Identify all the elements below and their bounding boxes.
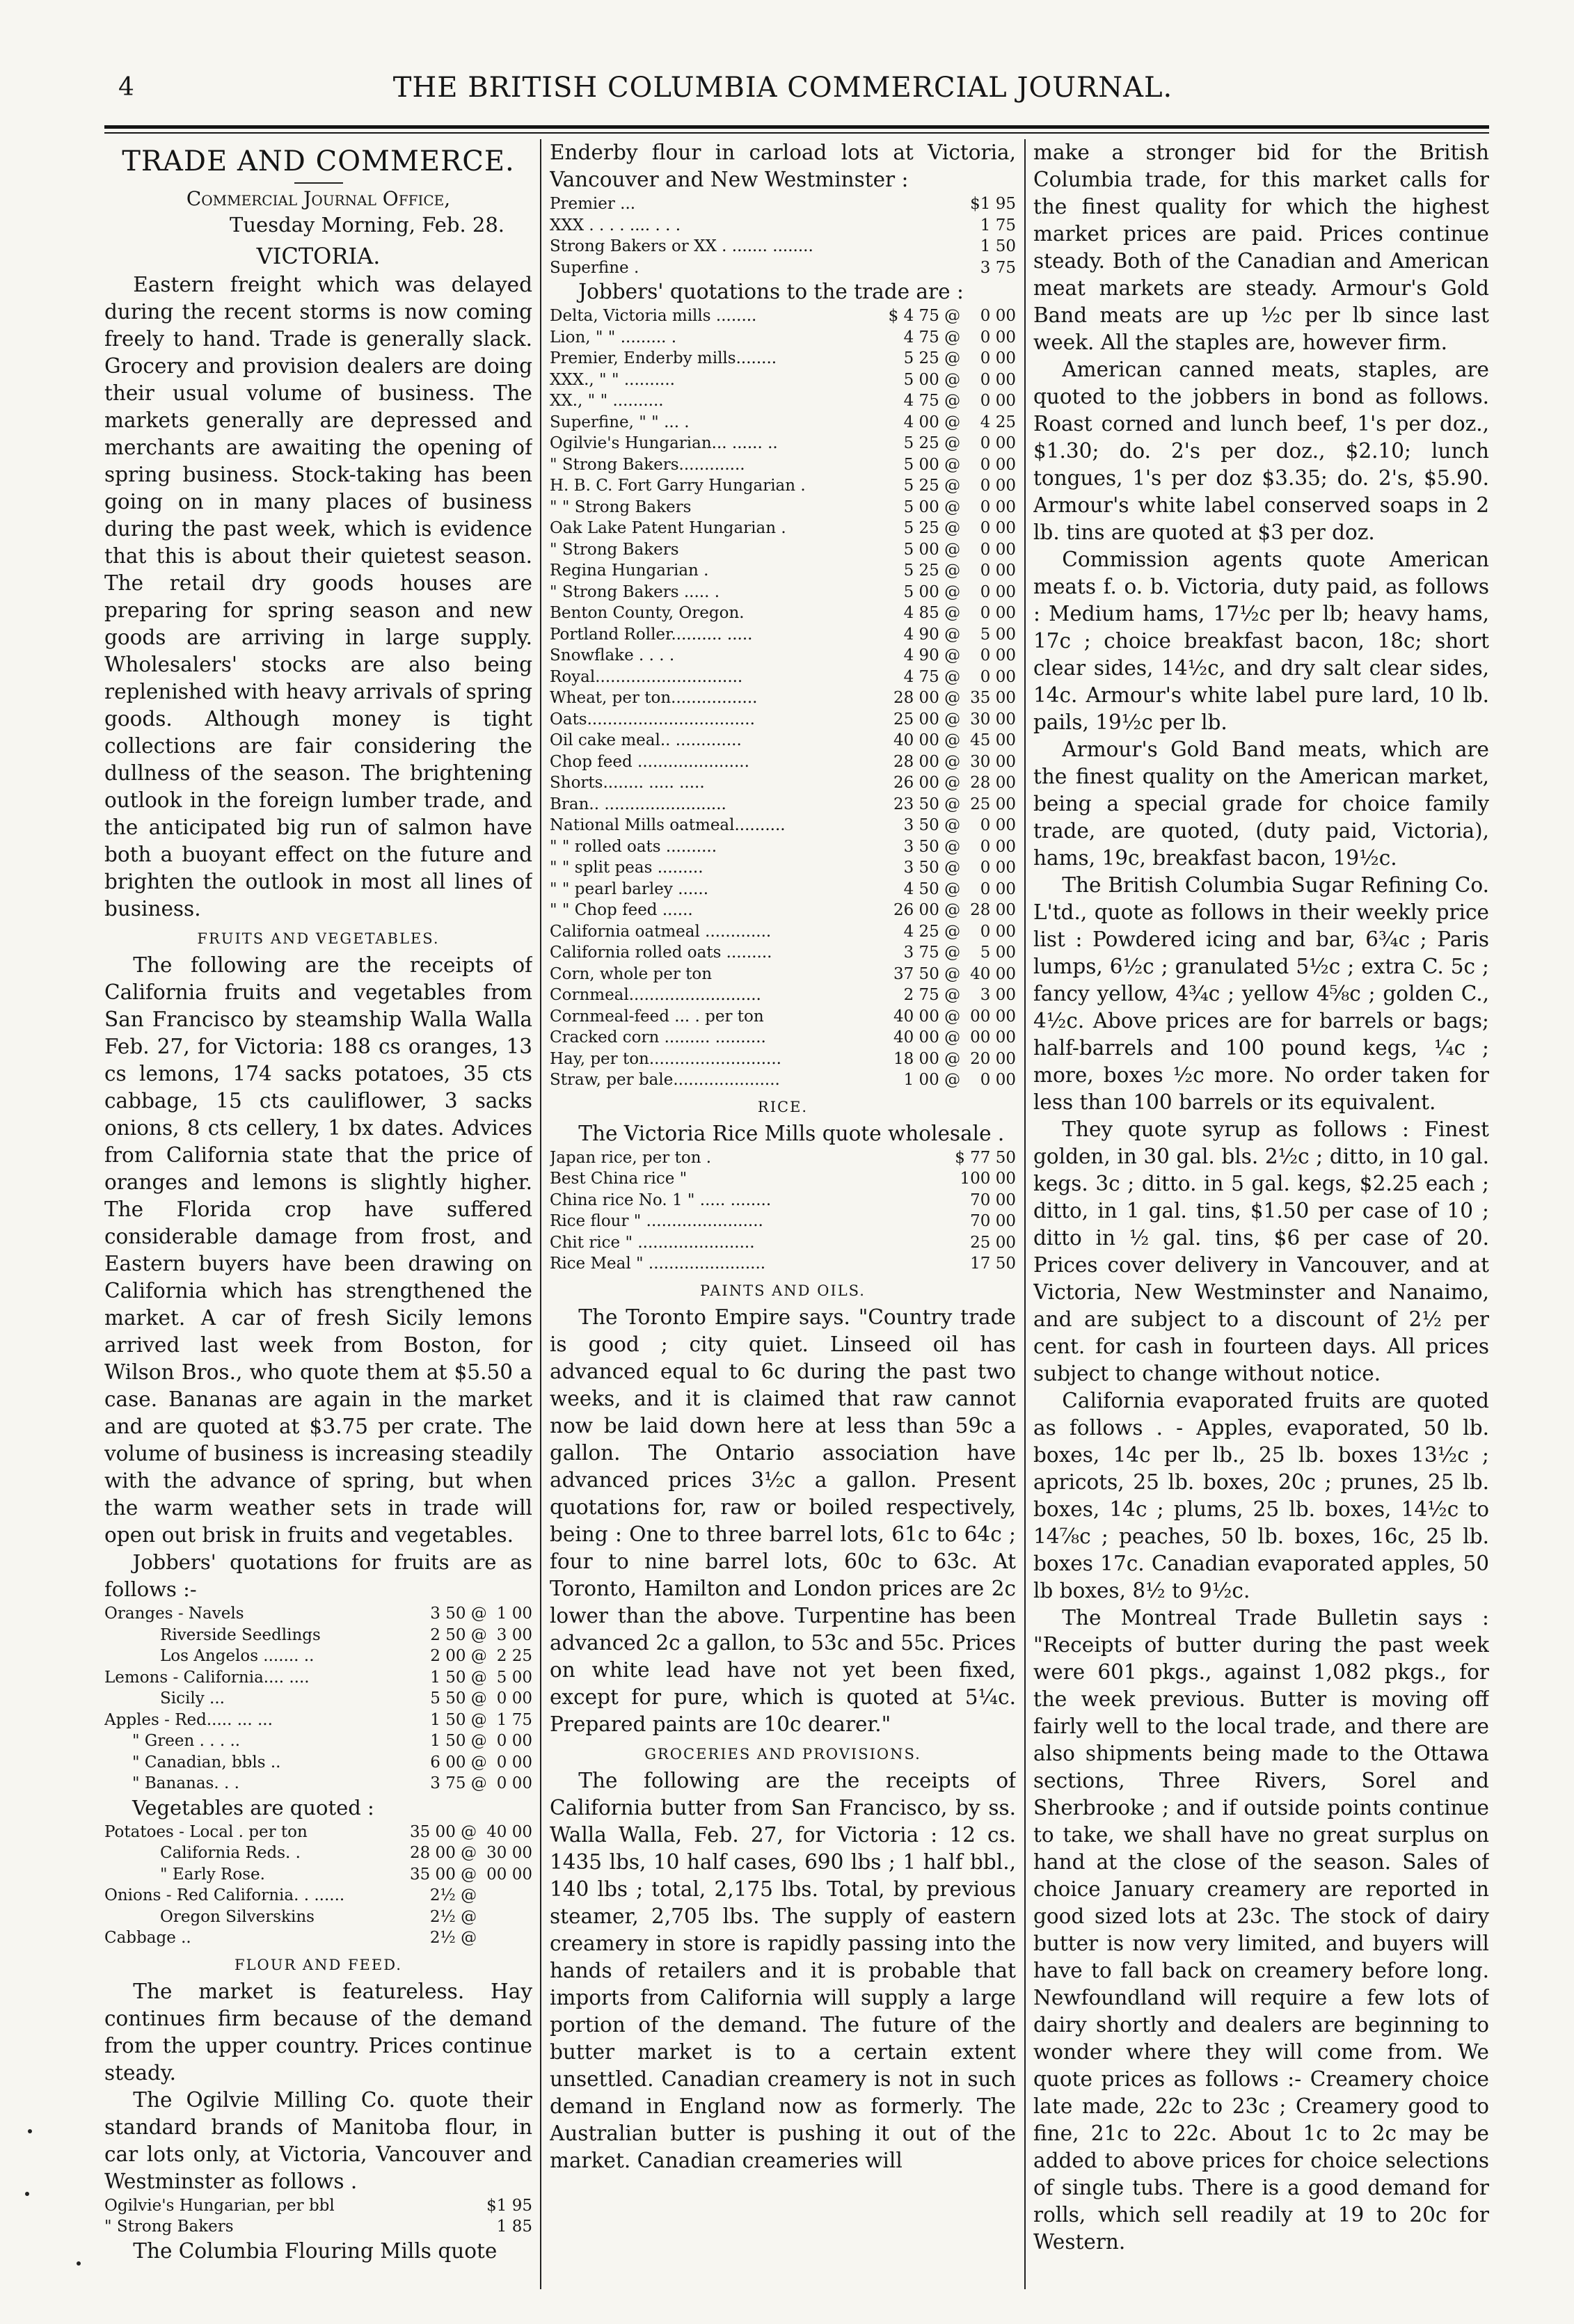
article-paragraph: make a stronger bid for the British Columbia trade, for this market calls for the finest quality for which the highest market prices are paid. Prices continue steady. Both of the Canadian and American meat markets are steady. Armour's Gold Band meats are up ½c per lb since last week. All the staples are, however firm. (1033, 141, 1489, 354)
quote-row (104, 1688, 532, 1710)
quote-price: 5 50 @ (430, 1689, 487, 1708)
quote-label: Oil cake meal.. ............. (550, 731, 742, 749)
quote-row (104, 1625, 532, 1646)
quote-price-high: 5 00 (496, 1668, 532, 1687)
quote-price: 2½ @ (429, 1907, 477, 1926)
quote-price-high: 00 00 (970, 1007, 1016, 1026)
article-paragraph: The market is featureless. Hay continues firm because of the demand from the upper country. Prices continue steady. (104, 1979, 532, 2085)
vegetables-heading: Vegetables are quoted : (132, 1795, 374, 1820)
quote-label: " " pearl barley ...... (550, 880, 709, 898)
quote-price: 2½ @ (429, 1929, 477, 1947)
quote-price: 3 75 @ (430, 1774, 487, 1792)
quote-price-high (477, 1927, 532, 1949)
quote-price: 26 00 @ (893, 774, 961, 792)
quote-price: 17 50 (970, 1255, 1016, 1273)
quote-price: 3 50 @ (430, 1605, 487, 1623)
quote-price: 1 50 @ (430, 1668, 487, 1687)
quote-price: 37 50 @ (893, 964, 961, 983)
quote-price: 2 00 @ (430, 1647, 487, 1665)
quote-price-high: 0 00 (980, 582, 1016, 601)
quote-row (550, 539, 1016, 561)
city-heading: VICTORIA. (256, 243, 381, 269)
article-paragraph: The Columbia Flouring Mills quote (133, 2238, 498, 2263)
quote-row (104, 1667, 532, 1689)
quote-price-high: 4 25 (980, 413, 1016, 431)
quote-row (550, 236, 1016, 257)
quote-row (550, 942, 1016, 964)
quote-label: Benton County, Oregon. (550, 604, 745, 622)
quote-label: Bran.. ........................ (550, 795, 726, 813)
quote-row (550, 1211, 1016, 1232)
quote-row (550, 257, 1016, 279)
quote-price: 1 75 (980, 216, 1016, 234)
quote-label: " Bananas. . . (132, 1774, 239, 1792)
article-paragraph: They quote syrup as follows : Finest golden, in 30 gal. bls. 2½c ; ditto, in 10 gal. kegs. 3c ; ditto. in 5 gal. kegs, $2.25 each ; ditto, in 1 gal. tins, $1.50 per case of 10 ; ditto in ½ gal. tins, $6 per case of 20. Prices cover delivery in Vancouver, and at Victoria, New Westminster and Nanaimo, and are subject to a discount of 2½ per cent. for cash in fourteen days. All prices subject to change without notice. (1033, 1117, 1489, 1385)
quote-row (104, 1843, 532, 1864)
quote-row (550, 369, 1016, 391)
quote-label: Chop feed ...................... (550, 752, 749, 771)
quote-price-high: 0 00 (980, 392, 1016, 410)
quote-label: H. B. C. Fort Garry Hungarian . (550, 477, 806, 495)
quote-price: 3 50 @ (903, 816, 961, 834)
quote-label: Superfine, " " ... . (550, 413, 690, 431)
quote-row (104, 1885, 532, 1907)
quote-price-high: 5 00 (980, 625, 1016, 644)
column-1 (104, 139, 532, 2289)
quote-row (550, 709, 1016, 731)
quote-row (550, 603, 1016, 624)
quote-price: 5 00 @ (903, 455, 961, 474)
quote-price: 70 00 (970, 1212, 1016, 1230)
article-paragraph: The following are the receipts of California fruits and vegetables from San Francisco by steamship Walla Walla Feb. 27, for Victoria: 188 cs oranges, 13 cs lemons, 174 sacks potatoes, 35 cts cabbage, 15 cts cauliflower, 3 sacks onions, 8 cts cellery, 1 bx dates. Advices from California state that the price of oranges and lemons is slightly higher. The Florida crop have suffered considerable damage from frost, and Eastern buyers have been drawing on California which has strengthened the market. A car of fresh Sicily lemons arrived last week from Boston, for Wilson Bros., who quote them at $5.50 a case. Bananas are again in the market and are quoted at $3.75 per crate. The volume of business is increasing steadily with the advance of spring, but when the warm weather sets in trade will open out brisk in fruits and vegetables. (104, 953, 532, 1547)
article-paragraph: The Victoria Rice Mills quote wholesale . (578, 1121, 1005, 1145)
quote-label: Snowflake . . . . (550, 646, 675, 664)
quote-price: 100 00 (960, 1170, 1016, 1188)
quote-price-high: 30 00 (486, 1844, 532, 1862)
quote-price-high: 0 00 (496, 1689, 532, 1708)
quote-label: Cornmeal-feed ... . per ton (550, 1007, 764, 1026)
vegetable-quotes-table (104, 1822, 532, 1949)
quote-row (104, 1822, 532, 1843)
quote-price: 5 25 @ (903, 562, 961, 580)
quote-price-high: 3 00 (980, 986, 1016, 1004)
quote-price-high: 0 00 (980, 328, 1016, 347)
quote-price-high: 0 00 (980, 370, 1016, 389)
quote-price: 26 00 @ (893, 901, 961, 919)
quote-row (550, 1069, 1016, 1091)
quote-row (550, 1027, 1016, 1049)
quote-price: 3 75 (980, 258, 1016, 277)
quote-label: Best China rice " (550, 1170, 687, 1188)
quote-price-high: 0 00 (980, 562, 1016, 580)
quote-row (550, 857, 1016, 879)
quote-price-high: 1 75 (496, 1710, 532, 1729)
quote-label: " Strong Bakers ..... . (550, 582, 720, 601)
quote-price-high: 45 00 (970, 731, 1016, 749)
quote-price: 5 00 @ (903, 498, 961, 516)
quote-row (550, 921, 1016, 943)
quote-label: Sicily ... (160, 1689, 225, 1708)
quote-row (550, 560, 1016, 582)
quotations-intro: Jobbers' quotations for fruits are as follows :- (104, 1550, 532, 1601)
quote-price-high: 00 00 (486, 1865, 532, 1884)
quote-row (104, 2195, 532, 2217)
quote-price-high: 0 00 (980, 816, 1016, 834)
quote-label: Cabbage .. (104, 1929, 191, 1947)
quote-label: Cornmeal.......................... (550, 986, 761, 1004)
quote-row (550, 390, 1016, 412)
scan-speck (25, 2192, 29, 2196)
quote-price: 28 00 @ (409, 1844, 477, 1862)
quote-row (550, 305, 1016, 327)
quote-price: 2 50 @ (430, 1625, 487, 1644)
quote-row (550, 582, 1016, 603)
quote-row (550, 730, 1016, 751)
quote-price-high: 2 25 (496, 1647, 532, 1665)
quote-price: 5 00 @ (903, 370, 961, 389)
quote-row (550, 412, 1016, 433)
article-paragraph: Eastern freight which was delayed during the recent storms is now coming freely to hand. Trade is generally slack. Grocery and provision dealers are doing their usual volume of business. The markets generally are depressed and merchants are awaiting the opening of spring business. Stock-taking has been going on in many places of business during the past week, which is evidence that this is about their quietest season. The retail dry goods houses are preparing for spring season and new goods are arriving in large supply. Wholesalers' stocks are also being replenished with heavy arrivals of spring goods. Although money is tight collections are fair considering the dullness of the season. The brightening outlook in the foreign lumber trade, and the anticipated big run of salmon have both a buoyant effect on the future and brighten the outlook in most all lines of business. (104, 273, 532, 921)
quote-label: " " split peas ......... (550, 859, 703, 877)
quote-price: 4 75 @ (903, 328, 961, 347)
quote-price-high: 0 00 (980, 859, 1016, 877)
quote-row (550, 815, 1016, 836)
quote-price: 4 90 @ (903, 646, 961, 664)
quote-price: $1 95 (486, 2196, 532, 2215)
quote-price: 1 50 (980, 237, 1016, 255)
quote-label: " Strong Bakers (104, 2218, 234, 2236)
article-paragraph: The following are the receipts of California butter from San Francisco, by ss. Walla Walla, Feb. 27, for Victoria : 12 cs. 1435 lbs, 10 half cases, 690 lbs ; 1 half bbl., 140 lbs ; total, 2,175 lbs. Total, by previous steamer, 2,705 lbs. The supply of eastern creamery in store is rapidly passing into the hands of retailers and it is probable that imports from California will supply a large portion of the demand. The future of the butter market is to a certain extent unsettled. Canadian creamery is not in such demand in England now as formerly. The Australian butter is pushing it out of the market. Canadian creameries will (550, 1768, 1016, 2172)
quote-row (550, 645, 1016, 667)
quote-price-high: 0 00 (980, 519, 1016, 537)
quote-price-high: 28 00 (970, 901, 1016, 919)
enderby-quotes-table (550, 193, 1016, 278)
quote-label: Riverside Seedlings (160, 1625, 321, 1644)
quote-label: Lemons - California.... .... (104, 1668, 310, 1687)
quote-price: 3 50 @ (903, 859, 961, 877)
quote-price-high: 40 00 (486, 1822, 532, 1841)
quote-price: 5 00 @ (903, 582, 961, 601)
quote-label: Portland Roller.......... ..... (550, 625, 753, 644)
quote-row (550, 1253, 1016, 1275)
quote-label: Potatoes - Local . per ton (104, 1822, 308, 1841)
quote-label: Shorts........ ..... ..... (550, 774, 705, 792)
quote-label: XXX . . . . .... . . . (550, 216, 681, 234)
quote-row (104, 1773, 532, 1794)
quote-price: 25 00 @ (893, 710, 961, 729)
section-heading: TRADE AND COMMERCE. (122, 145, 515, 177)
column-divider (1024, 139, 1026, 2289)
quote-label: Onions - Red California. . ...... (104, 1886, 345, 1904)
quote-label: " " Strong Bakers (550, 498, 692, 516)
quote-row (550, 624, 1016, 646)
quote-price-high: 0 00 (980, 922, 1016, 941)
quote-price-high: 0 00 (980, 880, 1016, 898)
article-paragraph: Enderby flour in carload lots at Victoria, Vancouver and New Westminster : (550, 141, 1016, 191)
article-paragraph: American canned meats, staples, are quoted to the jobbers in bond as follows. Roast corned and lunch beef, 1's per doz., $1.30; do. 2's per doz., $2.10; lunch tongues, 1's per doz $3.35; do. 2's, $5.90. Armour's white label conserved soaps in 2 lb. tins are quoted at $3 per doz. (1033, 358, 1489, 544)
quote-label: Rice flour " ....................... (550, 1212, 763, 1230)
quote-label: XX., " " .......... (550, 392, 664, 410)
scan-speck (77, 2261, 81, 2266)
header-rule-thin (104, 132, 1489, 134)
quote-row (550, 687, 1016, 709)
quote-label: Straw, per bale..................... (550, 1071, 780, 1089)
article-paragraph: The Montreal Trade Bulletin says : "Receipts of butter during the past week were 601 pkgs., against 1,082 pkgs., for the week previous. Butter is moving off fairly well to the local trade, and there are also shipments being made to the Ottawa sections, Three Rivers, Sorel and Sherbrooke ; and if outside points continue to take, we shall have no great surplus on hand at the close of the season. Sales of choice January creamery are reported in good sized lots at 23c. The stock of dairy butter is now very limited, and buyers will have to fall back on creamery before long. Newfoundland will require a few lots of dairy shortly and dealers are beginning to wonder where they will come from. We quote prices as follows :- Creamery choice late made, 22c to 23c ; Creamery good to fine, 21c to 22c. About 1c to 2c may be added to above prices for choice selections of single tubs. There is a good demand for rolls, which sell readily at 19 to 20c for Western. (1033, 1606, 1489, 2254)
masthead (70, 67, 1496, 109)
quote-label: Los Angelos ....... .. (160, 1647, 315, 1665)
quote-price-high: 0 00 (496, 1753, 532, 1772)
quote-price-high: 0 00 (980, 837, 1016, 856)
quote-price-high: 25 00 (970, 795, 1016, 813)
quote-price-high: 40 00 (970, 964, 1016, 983)
quote-price: 4 00 @ (903, 413, 961, 431)
quote-price: 25 00 (970, 1233, 1016, 1252)
quote-label: Corn, whole per ton (550, 964, 713, 983)
quote-price: 6 00 @ (430, 1753, 487, 1772)
quote-label: Delta, Victoria mills ........ (550, 307, 757, 325)
quote-price-high: 00 00 (970, 1028, 1016, 1046)
article-paragraph: California evaporated fruits are quoted as follows . - Apples, evaporated, 50 lb. boxes, 14c per lb., 25 lb. boxes 13½c ; apricots, 25 lb. boxes, 20c ; prunes, 25 lb. boxes, 14c ; plums, 25 lb. boxes, 14½c to 14⅞c ; peaches, 50 lb. boxes, 16c, 25 lb. boxes 17c. Canadian evaporated apples, 50 lb boxes, 8½ to 9½c. (1033, 1389, 1489, 1602)
quote-label: " Strong Bakers (550, 540, 679, 559)
quote-label: Regina Hungarian . (550, 562, 709, 580)
quote-row (550, 433, 1016, 454)
quote-row (550, 1049, 1016, 1070)
quote-price: 1 00 @ (903, 1071, 961, 1089)
quote-row (104, 1864, 532, 1886)
quote-row (550, 985, 1016, 1006)
quote-row (550, 900, 1016, 921)
ogilvie-quotes-table (104, 2195, 532, 2238)
quote-price: 40 00 @ (893, 1028, 961, 1046)
quote-price: 2½ @ (429, 1886, 477, 1904)
quote-label: Royal............................. (550, 667, 743, 686)
quote-label: Chit rice " ....................... (550, 1233, 755, 1252)
quote-price-high: 0 00 (496, 1732, 532, 1750)
quote-price-high: 0 00 (980, 540, 1016, 559)
quote-row (550, 475, 1016, 497)
subheading: RICE. (757, 1098, 809, 1115)
quote-price: 5 25 @ (903, 349, 961, 367)
column-3 (1033, 139, 1489, 2289)
quote-label: XXX., " " .......... (550, 370, 675, 389)
header-rule (104, 125, 1489, 129)
quote-price: 5 25 @ (903, 519, 961, 537)
quote-price: 40 00 @ (893, 1007, 961, 1026)
subheading: PAINTS AND OILS. (700, 1282, 866, 1299)
scan-speck (28, 2129, 32, 2133)
page-number: 4 (118, 73, 134, 102)
quote-price-high: 0 00 (980, 498, 1016, 516)
quote-row (550, 193, 1016, 215)
fruit-quotes-table (104, 1603, 532, 1794)
quote-price: 1 50 @ (430, 1710, 487, 1729)
quote-label: Apples - Red..... ... ... (104, 1710, 273, 1729)
quote-price-high: 30 00 (970, 710, 1016, 729)
quote-label: Premier, Enderby mills........ (550, 349, 777, 367)
quote-price: 70 00 (970, 1191, 1016, 1209)
quote-row (104, 1710, 532, 1731)
quote-label: California Reds. . (160, 1844, 301, 1862)
quote-label: Oregon Silverskins (160, 1907, 315, 1926)
quote-row (550, 327, 1016, 349)
quote-row (550, 751, 1016, 773)
quote-row (550, 1168, 1016, 1190)
quote-price-high: 1 00 (496, 1605, 532, 1623)
quote-price-high: 0 00 (980, 1071, 1016, 1089)
article-paragraph: The British Columbia Sugar Refining Co. L'td., quote as follows in their weekly price list : Powdered icing and bar, 6¾c ; Paris lumps, 6½c ; granulated 5½c ; extra C. 5c ; fancy yellow, 4¾c ; yellow 4⅝c ; golden C., 4½c. Above prices are for barrels or bags; half-barrels and 100 pound kegs, ¼c ; more, boxes ½c more. No order taken for less than 100 barrels or its equivalent. (1033, 873, 1489, 1114)
quote-row (104, 1603, 532, 1625)
quote-price: 28 00 @ (893, 689, 961, 707)
quote-price: 4 85 @ (903, 604, 961, 622)
quote-price-high: 5 00 (980, 944, 1016, 962)
quote-label: Superfine . (550, 258, 639, 277)
quote-label: Japan rice, per ton . (550, 1148, 712, 1167)
quote-price-high: 0 00 (980, 307, 1016, 325)
quote-label: " Strong Bakers............. (550, 455, 745, 474)
quote-label: " " Chop feed ...... (550, 901, 693, 919)
quote-price: 3 50 @ (903, 837, 961, 856)
quote-label: Hay, per ton.......................... (550, 1049, 781, 1068)
trade-quotes-table (550, 305, 1016, 1091)
quote-label: Rice Meal " ....................... (550, 1255, 766, 1273)
quote-price-high: 0 00 (980, 434, 1016, 452)
quote-price: 4 75 @ (903, 392, 961, 410)
quote-row (550, 836, 1016, 858)
quote-label: Ogilvie's Hungarian... ...... .. (550, 434, 778, 452)
quote-price-high: 3 00 (496, 1625, 532, 1644)
quote-row (550, 1147, 1016, 1169)
quote-row (104, 1752, 532, 1774)
quote-label: " Green . . . .. (132, 1732, 241, 1750)
quote-row (550, 348, 1016, 369)
heading-rule (294, 182, 343, 184)
quote-label: China rice No. 1 " ..... ........ (550, 1191, 772, 1209)
quote-label: National Mills oatmeal.......... (550, 816, 786, 834)
quote-price-high: 0 00 (980, 667, 1016, 686)
quote-row (550, 1232, 1016, 1254)
quote-row (550, 1190, 1016, 1211)
quote-label: Cracked corn ......... .......... (550, 1028, 766, 1046)
quote-price: 35 00 @ (409, 1865, 477, 1884)
quote-row (550, 454, 1016, 476)
quote-price-high: 35 00 (970, 689, 1016, 707)
quote-row (550, 879, 1016, 900)
quote-label: " " rolled oats .......... (550, 837, 717, 856)
quote-price-high (477, 1885, 532, 1907)
quote-price: 1 50 @ (430, 1732, 487, 1750)
quote-price: $ 4 75 @ (888, 307, 961, 325)
quote-row (104, 1907, 532, 1928)
quote-price: 35 00 @ (409, 1822, 477, 1841)
quote-price: 4 25 @ (903, 922, 961, 941)
quotations-intro: Jobbers' quotations to the trade are : (578, 280, 964, 303)
subheading: FLOUR AND FEED. (234, 1956, 402, 1973)
quote-price: 4 75 @ (903, 667, 961, 686)
quote-row (550, 667, 1016, 688)
quote-price: 4 90 @ (903, 625, 961, 644)
quote-row (104, 1730, 532, 1752)
quote-price-high: 0 00 (980, 604, 1016, 622)
article-paragraph: The Toronto Empire says. "Country trade is good ; city quiet. Linseed oil has advanced equal to 6c during the past two weeks, and it is claimed that raw cannot now be laid down here at less than 59c a gallon. The Ontario association have advanced prices 3½c a gallon. Present quotations for, raw or boiled respectively, being : One to three barrel lots, 61c to 64c ; four to nine barrel lots, 60c to 63c. At Toronto, Hamilton and London prices are 2c lower than the above. Turpentine has been advanced 2c a gallon, to 53c and 55c. Prices on white lead have not yet been fixed, except for pure, which is quoted at 5¼c. Prepared paints are 10c dearer." (550, 1305, 1016, 1736)
quote-price: $ 77 50 (955, 1148, 1016, 1167)
quote-price-high: 0 00 (980, 477, 1016, 495)
quote-price: 18 00 @ (893, 1049, 961, 1068)
quote-row (550, 964, 1016, 985)
quote-price: 5 25 @ (903, 434, 961, 452)
office-line: Commercial Journal Office, (186, 187, 451, 210)
quote-row (550, 772, 1016, 794)
quote-row (550, 215, 1016, 237)
subheading: FRUITS AND VEGETABLES. (197, 930, 440, 947)
quote-price-high: 0 00 (980, 349, 1016, 367)
quote-price: 40 00 @ (893, 731, 961, 749)
quote-row (550, 497, 1016, 518)
quote-price: 23 50 @ (893, 795, 961, 813)
quote-price-high: 0 00 (980, 646, 1016, 664)
quote-label: Oats................................. (550, 710, 755, 729)
rice-quotes-table (550, 1147, 1016, 1275)
quote-label: " Canadian, bbls .. (132, 1753, 281, 1772)
article-paragraph: Commission agents quote American meats f. o. b. Victoria, duty paid, as follows : Medium hams, 17½c per lb; heavy hams, 17c ; choice breakfast bacon, 18c; short clear sides, 14½c, and dry salt clear sides, 14c. Armour's white label pure lard, 10 lb. pails, 19½c per lb. (1033, 548, 1489, 734)
quote-label: Strong Bakers or XX . ....... ........ (550, 237, 813, 255)
quote-price: $1 95 (970, 195, 1016, 213)
quote-price-high: 0 00 (496, 1774, 532, 1792)
quote-label: Ogilvie's Hungarian, per bbl (104, 2196, 335, 2215)
quote-label: California rolled oats ......... (550, 944, 772, 962)
quote-row (104, 1646, 532, 1667)
quote-label: Oranges - Navels (104, 1605, 244, 1623)
quote-price-high: 0 00 (980, 455, 1016, 474)
quote-price-high: 30 00 (970, 752, 1016, 771)
quote-row (550, 1006, 1016, 1028)
subheading: GROCERIES AND PROVISIONS. (644, 1745, 921, 1762)
quote-price: 2 75 @ (903, 986, 961, 1004)
quote-label: " Early Rose. (160, 1865, 265, 1884)
quote-row (104, 2216, 532, 2238)
quote-row (550, 518, 1016, 539)
article-paragraph: The Ogilvie Milling Co. quote their standard brands of Manitoba flour, in car lots only, at Victoria, Vancouver and Westminster as follows . (104, 2087, 532, 2193)
quote-price: 28 00 @ (893, 752, 961, 771)
quote-label: Wheat, per ton................. (550, 689, 758, 707)
quote-price-high: 28 00 (970, 774, 1016, 792)
quote-row (104, 1927, 532, 1949)
quote-price-high (477, 1907, 532, 1928)
quote-price: 4 50 @ (903, 880, 961, 898)
quote-price: 3 75 @ (903, 944, 961, 962)
quote-label: Premier ... (550, 195, 636, 213)
quote-price: 1 85 (496, 2218, 532, 2236)
quote-label: Lion, " " ......... . (550, 328, 677, 347)
quote-price-high: 20 00 (970, 1049, 1016, 1068)
dateline: Tuesday Morning, Feb. 28. (230, 213, 504, 237)
quote-price: 5 25 @ (903, 477, 961, 495)
journal-title: THE BRITISH COLUMBIA COMMERCIAL JOURNAL. (392, 72, 1173, 104)
column-divider (540, 139, 541, 2289)
column-2 (550, 139, 1016, 2289)
quote-row (550, 794, 1016, 815)
quote-label: California oatmeal ............. (550, 922, 772, 941)
article-paragraph: Armour's Gold Band meats, which are the finest quality on the American market, being a special grade for choice family trade, are quoted, (duty paid, Victoria), hams, 19c, breakfast bacon, 19½c. (1033, 738, 1489, 870)
quote-label: Oak Lake Patent Hungarian . (550, 519, 786, 537)
quote-price: 5 00 @ (903, 540, 961, 559)
